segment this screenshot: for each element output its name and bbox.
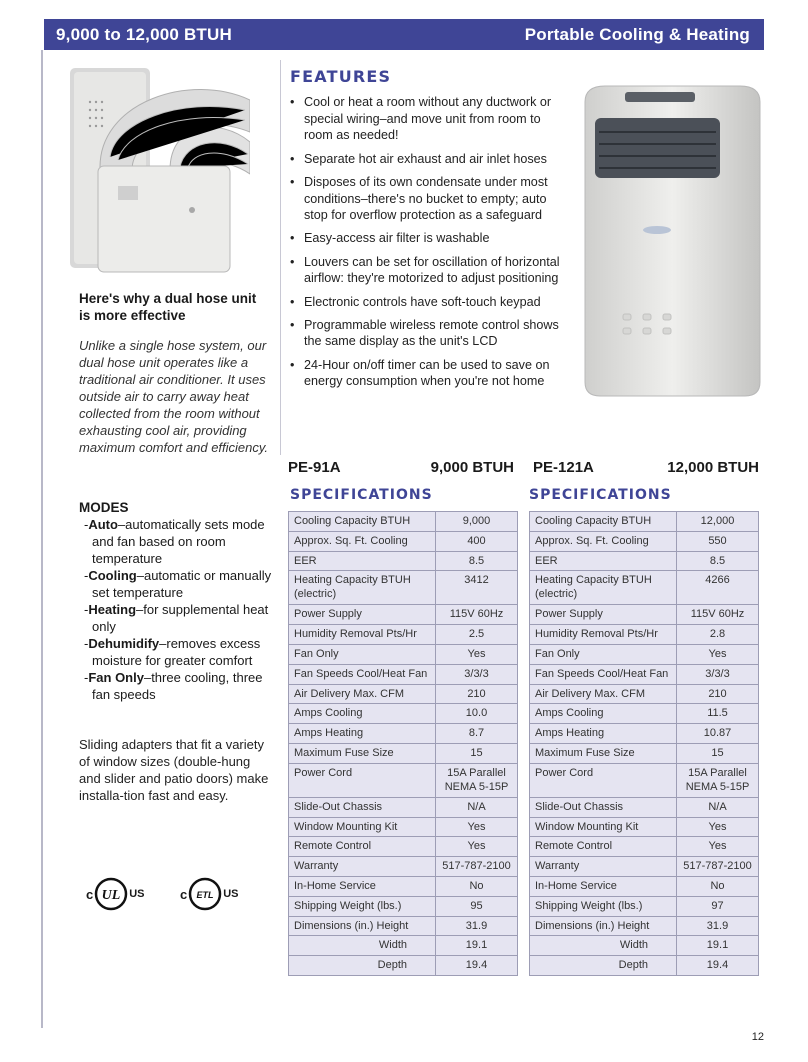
spec-label: Depth: [289, 956, 436, 976]
mode-description: –three cooling, three fan speeds: [92, 670, 263, 702]
table-row: [289, 644, 518, 664]
table-row: [530, 857, 759, 877]
left-rule-divider: [41, 50, 43, 1028]
mode-description: –for supplemental heat only: [92, 602, 269, 634]
spec-label: Remote Control: [530, 837, 677, 857]
spec-label: Power Cord: [530, 763, 677, 797]
spec-value: 11.5: [677, 704, 759, 724]
spec-label: EER: [530, 551, 677, 571]
table-row: [289, 571, 518, 605]
spec-value: 12,000: [677, 512, 759, 532]
spec-label: Power Supply: [289, 605, 436, 625]
spec-value: 10.0: [436, 704, 518, 724]
spec-label: Shipping Weight (lbs.): [530, 896, 677, 916]
spec-label: Heating Capacity BTUH (electric): [289, 571, 436, 605]
mode-item: -Dehumidify–removes excess moisture for greater comfort: [84, 636, 261, 668]
spec-value: 3412: [436, 571, 518, 605]
spec-label: EER: [289, 551, 436, 571]
cert-us-mark: US: [223, 888, 239, 900]
table-row: [530, 797, 759, 817]
cert-us-mark: US: [129, 888, 145, 900]
dual-hose-description: Unlike a single hose system, our dual hose unit operates like a traditional air conditioner. It uses outside air to carry away heat collected from the room without exhausting cool air, providing maximum comfort and efficiency.: [79, 338, 269, 455]
spec-value: 31.9: [677, 916, 759, 936]
etl-mark-icon: [188, 877, 222, 911]
spec-value: 115V 60Hz: [677, 605, 759, 625]
spec-value: 2.5: [436, 625, 518, 645]
table-row: [530, 743, 759, 763]
window-adapters-note: Sliding adapters that fit a variety of window sizes (double-hung and slider and patio doors) make installa-tion fast and easy.: [79, 737, 269, 803]
mode-description: –automatic or manually set temperature: [92, 568, 272, 600]
mode-description: –removes excess moisture for greater comfort: [92, 636, 261, 668]
table-row: [530, 817, 759, 837]
feature-item: • Disposes of its own condensate under most conditions–there's no bucket to empty; auto stop for overflow protection as a safeguard: [288, 174, 568, 224]
table-row: [289, 956, 518, 976]
spec-label: Remote Control: [289, 837, 436, 857]
spec-value: N/A: [677, 797, 759, 817]
table-row: [530, 837, 759, 857]
spec-label: Amps Cooling: [530, 704, 677, 724]
spec-value: N/A: [436, 797, 518, 817]
spec-label: Cooling Capacity BTUH: [530, 512, 677, 532]
dual-hose-unit-image: [70, 62, 250, 280]
spec-label: Maximum Fuse Size: [289, 743, 436, 763]
spec-value: Yes: [677, 837, 759, 857]
spec-value: 19.1: [677, 936, 759, 956]
spec-label: Width: [530, 936, 677, 956]
table-row: [530, 704, 759, 724]
table-row: [289, 876, 518, 896]
model-btuh: 12,000 BTUH: [667, 459, 759, 476]
features-list: [288, 94, 568, 397]
table-row: [530, 896, 759, 916]
spec-label: Maximum Fuse Size: [530, 743, 677, 763]
header-band: [44, 19, 764, 50]
spec-label: Fan Speeds Cool/Heat Fan: [289, 664, 436, 684]
header-range-title: 9,000 to 12,000 BTUH: [56, 24, 232, 44]
mode-item: -Heating–for supplemental heat only: [84, 602, 269, 634]
spec-label: Humidity Removal Pts/Hr: [530, 625, 677, 645]
spec-value: 550: [677, 531, 759, 551]
spec-label: Depth: [530, 956, 677, 976]
model-name: PE-121A: [533, 459, 594, 476]
table-row: [530, 936, 759, 956]
mode-item: -Fan Only–three cooling, three fan speeds: [84, 670, 263, 702]
table-row: [530, 664, 759, 684]
spec-table-pe-91a: [288, 511, 518, 976]
table-row: [530, 644, 759, 664]
spec-label: Dimensions (in.) Height: [289, 916, 436, 936]
spec-value: 2.8: [677, 625, 759, 645]
spec-value: No: [677, 876, 759, 896]
spec-label: Warranty: [530, 857, 677, 877]
spec-value: Yes: [436, 837, 518, 857]
mode-term: Fan Only: [88, 670, 144, 685]
modes-list: [84, 516, 274, 703]
table-row: [289, 704, 518, 724]
spec-value: 400: [436, 531, 518, 551]
table-row: [530, 605, 759, 625]
mode-term: Heating: [88, 602, 137, 617]
spec-value: 517-787-2100: [436, 857, 518, 877]
spec-value: 8.7: [436, 724, 518, 744]
mode-item: -Cooling–automatic or manually set temperature: [84, 568, 272, 600]
feature-item: • Separate hot air exhaust and air inlet hoses: [288, 151, 568, 168]
spec-value: 3/3/3: [677, 664, 759, 684]
feature-item: • Cool or heat a room without any ductwork or special wiring–and move unit from room to room as needed!: [288, 94, 568, 144]
portable-unit-image: [565, 82, 770, 402]
table-row: [289, 531, 518, 551]
table-row: [530, 684, 759, 704]
spec-value: 10.87: [677, 724, 759, 744]
mode-description: –automatically sets mode and fan based on room temperature: [92, 517, 265, 566]
spec-value: 19.4: [677, 956, 759, 976]
feature-item: • 24-Hour on/off timer can be used to save on energy consumption when you're not home: [288, 357, 568, 390]
spec-value: 15: [677, 743, 759, 763]
spec-label: Slide-Out Chassis: [530, 797, 677, 817]
spec-value: 3/3/3: [436, 664, 518, 684]
spec-label: Amps Cooling: [289, 704, 436, 724]
spec-value: Yes: [436, 644, 518, 664]
table-row: [530, 571, 759, 605]
spec-label: Power Cord: [289, 763, 436, 797]
table-row: [289, 605, 518, 625]
mode-term: Auto: [88, 517, 118, 532]
spec-label: Fan Speeds Cool/Heat Fan: [530, 664, 677, 684]
spec-value: Yes: [677, 644, 759, 664]
table-row: [289, 817, 518, 837]
spec-label: Width: [289, 936, 436, 956]
table-row: [530, 625, 759, 645]
features-heading: FEATURES: [290, 67, 392, 86]
table-row: [289, 936, 518, 956]
model-name: PE-91A: [288, 459, 341, 476]
feature-item: • Electronic controls have soft-touch keypad: [288, 294, 568, 311]
spec-value: 31.9: [436, 916, 518, 936]
spec-value: 15A Parallel NEMA 5-15P: [677, 763, 759, 797]
mode-term: Cooling: [88, 568, 137, 583]
spec-value: Yes: [436, 817, 518, 837]
table-row: [289, 797, 518, 817]
spec-label: Air Delivery Max. CFM: [289, 684, 436, 704]
table-row: [530, 724, 759, 744]
ul-mark-text: UL: [101, 888, 121, 903]
spec-label: Slide-Out Chassis: [289, 797, 436, 817]
spec-label: Cooling Capacity BTUH: [289, 512, 436, 532]
table-row: [289, 625, 518, 645]
spec-value: 210: [436, 684, 518, 704]
spec-label: In-Home Service: [289, 876, 436, 896]
table-row: [530, 763, 759, 797]
feature-item: • Programmable wireless remote control shows the same display as the unit's LCD: [288, 317, 568, 350]
table-row: [289, 857, 518, 877]
table-row: [289, 724, 518, 744]
specifications-heading: SPECIFICATIONS: [529, 487, 672, 503]
dual-hose-heading: Here's why a dual hose unit is more effective: [79, 291, 257, 323]
table-row: [289, 916, 518, 936]
mode-term: Dehumidify: [88, 636, 160, 651]
cert-c-mark: c: [86, 886, 94, 902]
spec-value: Yes: [677, 817, 759, 837]
table-row: [530, 512, 759, 532]
table-row: [289, 743, 518, 763]
spec-table-pe-121a: [529, 511, 759, 976]
mode-item: -Auto–automatically sets mode and fan based on room temperature: [84, 517, 265, 566]
spec-value: 19.1: [436, 936, 518, 956]
table-row: [530, 956, 759, 976]
spec-label: Air Delivery Max. CFM: [530, 684, 677, 704]
spec-label: Approx. Sq. Ft. Cooling: [530, 531, 677, 551]
spec-label: Amps Heating: [530, 724, 677, 744]
spec-value: No: [436, 876, 518, 896]
spec-value: 15A Parallel NEMA 5-15P: [436, 763, 518, 797]
header-category-title: Portable Cooling & Heating: [524, 24, 750, 44]
spec-value: 15: [436, 743, 518, 763]
table-row: [289, 551, 518, 571]
feature-item: • Easy-access air filter is washable: [288, 230, 568, 247]
feature-item: • Louvers can be set for oscillation of horizontal airflow: they're motorized to adjust positioning: [288, 254, 568, 287]
table-row: [530, 531, 759, 551]
spec-value: 95: [436, 896, 518, 916]
table-row: [289, 763, 518, 797]
ul-certification-logo: [86, 877, 145, 911]
spec-label: Humidity Removal Pts/Hr: [289, 625, 436, 645]
model-heading-pe-121a: [533, 459, 759, 476]
page-number: 12: [751, 1031, 764, 1043]
table-row: [289, 837, 518, 857]
model-heading-pe-91a: [288, 459, 514, 476]
ul-mark-icon: [94, 877, 128, 911]
modes-heading: MODES: [79, 500, 129, 515]
spec-label: In-Home Service: [530, 876, 677, 896]
spec-label: Warranty: [289, 857, 436, 877]
spec-label: Fan Only: [530, 644, 677, 664]
cert-c-mark: c: [180, 886, 188, 902]
table-row: [289, 664, 518, 684]
table-row: [289, 684, 518, 704]
spec-label: Shipping Weight (lbs.): [289, 896, 436, 916]
spec-value: 8.5: [436, 551, 518, 571]
spec-label: Approx. Sq. Ft. Cooling: [289, 531, 436, 551]
spec-label: Fan Only: [289, 644, 436, 664]
table-row: [530, 916, 759, 936]
spec-value: 210: [677, 684, 759, 704]
spec-value: 8.5: [677, 551, 759, 571]
table-row: [289, 512, 518, 532]
spec-value: 517-787-2100: [677, 857, 759, 877]
etl-certification-logo: [180, 877, 239, 911]
spec-label: Heating Capacity BTUH (electric): [530, 571, 677, 605]
spec-value: 9,000: [436, 512, 518, 532]
table-row: [530, 876, 759, 896]
etl-mark-text: ETL: [196, 890, 214, 900]
spec-label: Dimensions (in.) Height: [530, 916, 677, 936]
spec-label: Window Mounting Kit: [530, 817, 677, 837]
spec-value: 97: [677, 896, 759, 916]
table-row: [289, 896, 518, 916]
specifications-heading: SPECIFICATIONS: [290, 487, 433, 503]
middle-rule-divider: [280, 60, 281, 455]
spec-label: Power Supply: [530, 605, 677, 625]
model-btuh: 9,000 BTUH: [430, 459, 514, 476]
spec-label: Amps Heating: [289, 724, 436, 744]
table-row: [530, 551, 759, 571]
spec-value: 19.4: [436, 956, 518, 976]
spec-label: Window Mounting Kit: [289, 817, 436, 837]
spec-value: 4266: [677, 571, 759, 605]
spec-value: 115V 60Hz: [436, 605, 518, 625]
